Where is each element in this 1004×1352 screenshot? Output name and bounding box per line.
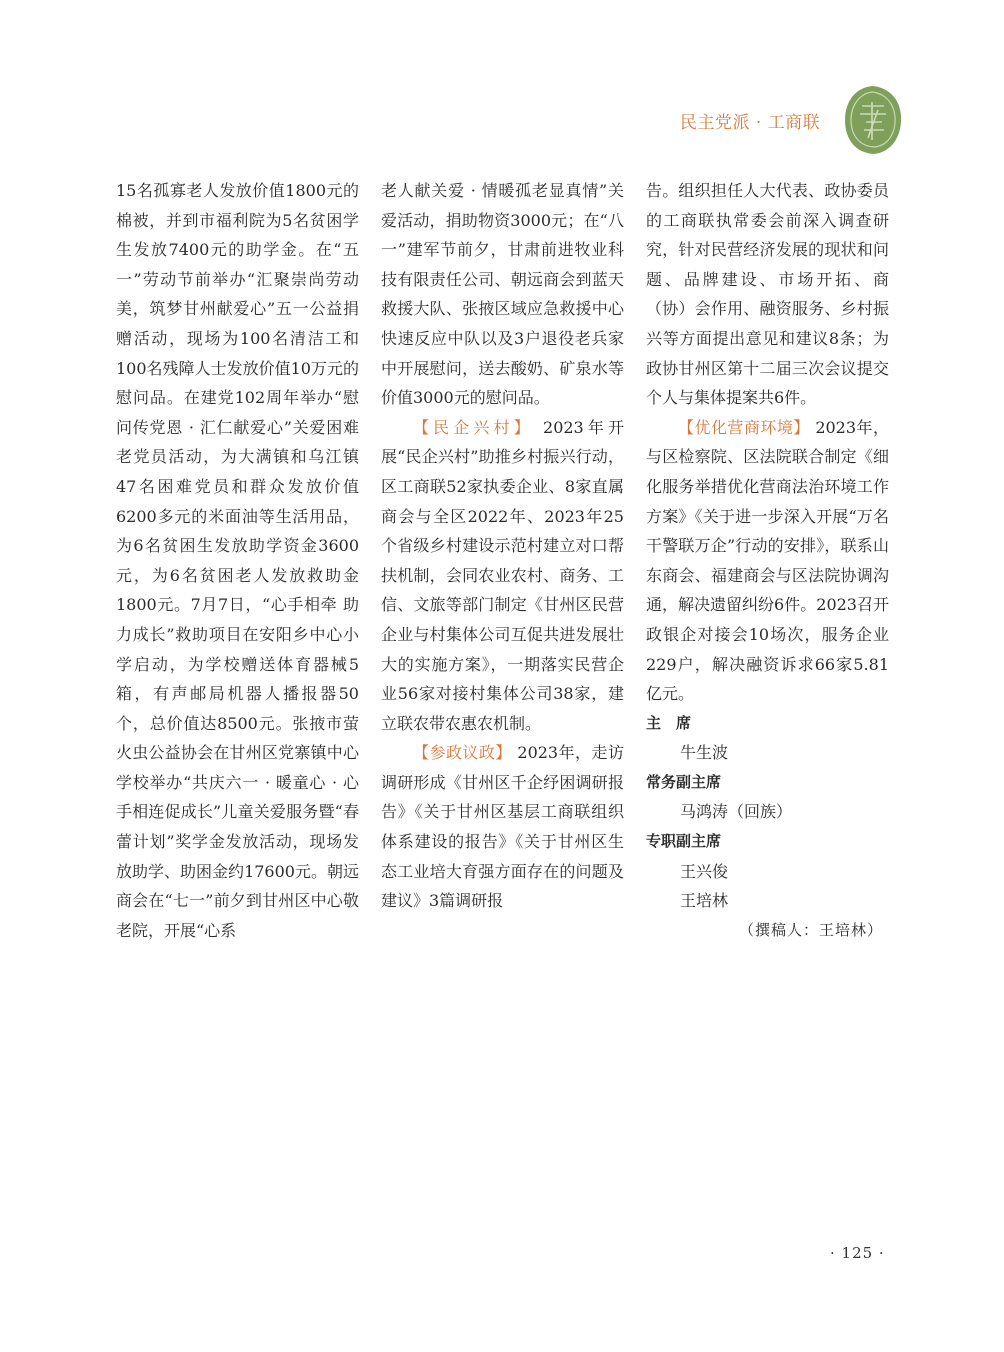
seal-logo-icon: [842, 84, 904, 156]
person-name: 王培林: [680, 891, 729, 911]
column-2: [381, 176, 624, 916]
role-executive-vice-chairman: 常务副主席: [646, 772, 722, 791]
column-1: [116, 176, 359, 945]
paragraph: 告。组织担任人大代表、政协委员的工商联执常委会前深入调查研究，针对民营经济发展的现状和问题、品牌建设、市场开拓、商（协）会作用、融资服务、乡村振兴等方面提出意见和建议8条；为政协甘州区第十二届三次会议提交个人与集体提案共6件。: [646, 181, 889, 408]
section-tag: 【民企兴村】: [413, 417, 534, 437]
paragraph-minqi-xingcun: [381, 413, 624, 739]
section-tag: 【参政议政】: [413, 743, 512, 763]
page-number: · 125 ·: [830, 1244, 885, 1262]
paragraph: 老人献关爱 · 情暖孤老显真情”关爱活动，捐助物资3000元；在“八一”建军节前夕，甘肃前进牧业科技有限责任公司、朝远商会到蓝天救援大队、张掖区域应急救援中心快速反应中队以及3户退役老兵家中开展慰问，送去酸奶、矿泉水等价值3000元的慰问品。: [381, 181, 624, 408]
person-name: 牛生波: [680, 743, 729, 763]
role-chairman: 主 席: [646, 713, 692, 732]
section-header: 民主党派 · 工商联: [680, 113, 821, 133]
paragraph-text: 2023年，与区检察院、区法院联合制定《细化服务举措优化营商法治环境工作方案》《关于进一步深入开展“万名干警联万企”行动的安排》，联系山东商会、福建商会与区法院协调沟通，解决遗留纠纷6件。2023召开政银企对接会10场次，服务企业229户，解决融资诉求66家5.81亿元。: [646, 417, 889, 704]
byline: （撰稿人：王培林）: [738, 920, 883, 939]
paragraph: 15名孤寡老人发放价值1800元的棉被，并到市福利院为5名贫困学生发放7400元的助学金。在“五一”劳动节前举办“汇聚崇尚劳动美，筑梦甘州献爱心”五一公益捐赠活动，现场为100名清洁工和100名残障人士发放价值10万元的慰问品。在建党102周年举办“慰问传党恩 · 汇仁献爱心”关爱困难老党员活动，为大满镇和乌江镇47名困难党员和群众发放价值6200多元的米面油等生活用品，为6名贫困生发放助学资金3600元，为6名贫困老人发放救助金1800元。7月7日，“心手相牵 助力成长”救助项目在安阳乡中心小学启动，为学校赠送体育器械5箱，有声邮局机器人播报器50个，总价值达8500元。张掖市萤火虫公益协会在甘州区党寨镇中心学校举办“共庆六一 · 暖童心 · 心手相连促成长”儿童关爱服务暨“春蕾计划”奖学金发放活动，现场发放助学、助困金约17600元。朝远商会在“七一”前夕到甘州区中心敬老院，开展“心系: [116, 181, 359, 940]
role-full-time-vice-chairman: 专职副主席: [646, 832, 722, 851]
column-3: [646, 176, 889, 945]
paragraph-text: 2023年开展“民企兴村”助推乡村振兴行动，区工商联52家执委企业、8家直属商会与全区2022年、2023年25个省级乡村建设示范村建立对口帮扶机制，会同农业农村、商务、工信、文旅等部门制定《甘州区民营企业与村集体公司互促共进发展壮大的实施方案》，一期落实民营企业56家对接村集体公司38家，建立联农带农惠农机制。: [381, 417, 624, 733]
section-tag: 【优化营商环境】: [678, 417, 810, 437]
paragraph-canzheng-yizheng: [381, 738, 624, 916]
person-name: 马鸿涛（回族）: [680, 802, 793, 822]
person-name: 王兴俊: [680, 861, 729, 881]
paragraph-yingshang-huanjing: [646, 413, 889, 709]
paragraph-text: 2023年，走访调研形成《甘州区千企纾困调研报告》《关于甘州区基层工商联组织体系建设的报告》《关于甘州区生态工业培大育强方面存在的问题及建议》3篇调研报: [381, 743, 624, 911]
